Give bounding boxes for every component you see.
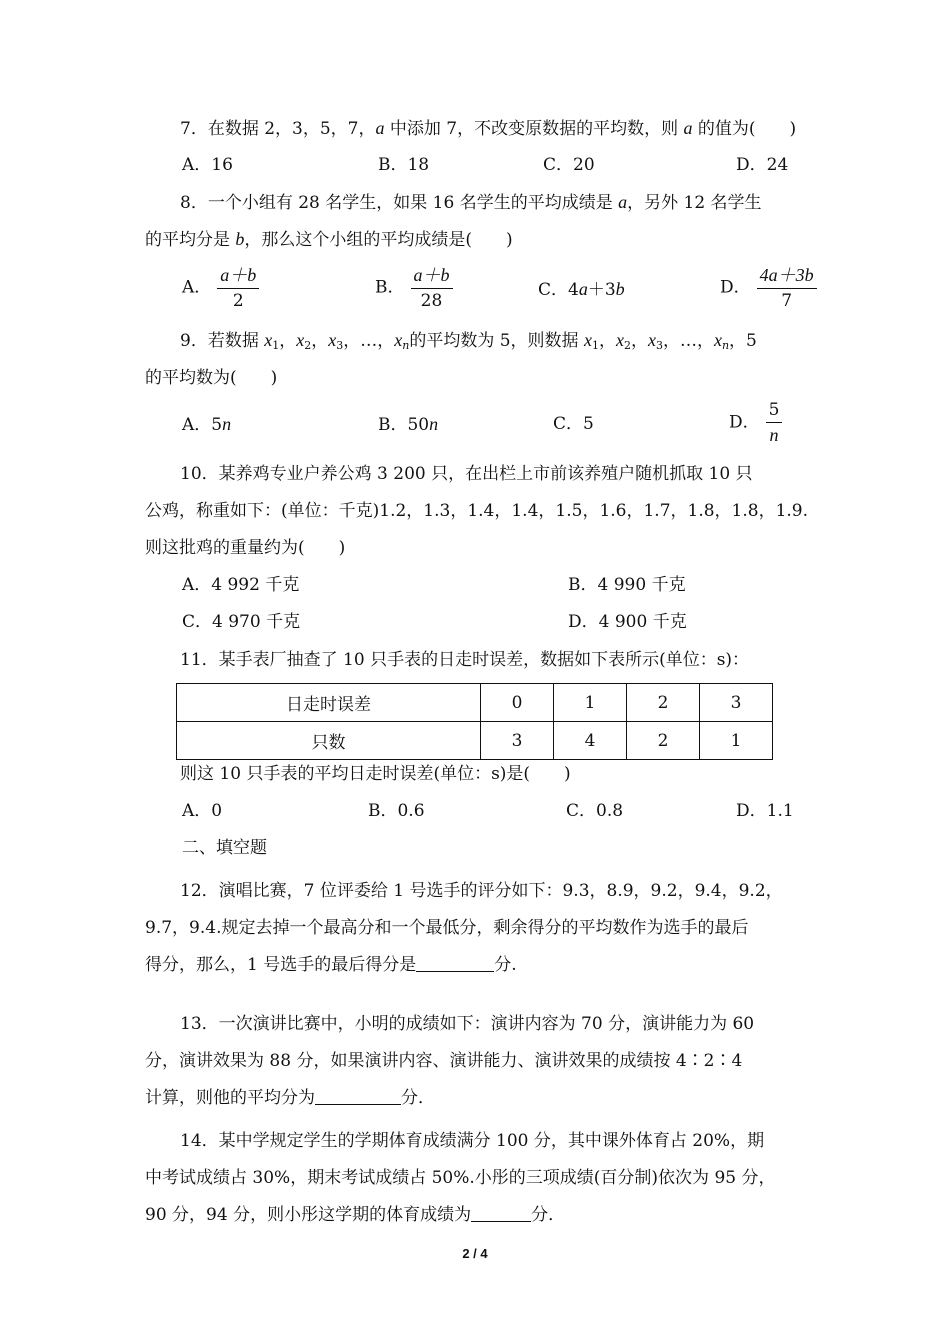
table-cell: 0 bbox=[481, 684, 554, 722]
q10-stem-line1: 10．某养鸡专业户养公鸡 3 200 只，在出栏上市前该养殖户随机抓取 10 只 bbox=[180, 464, 753, 484]
section-heading: 二、填空题 bbox=[182, 838, 267, 858]
page-number: 2 / 4 bbox=[462, 1246, 488, 1261]
q13-stem-line3: 计算，则他的平均分为 分． bbox=[145, 1088, 435, 1108]
q10-option-b: B．4 990 千克 bbox=[568, 575, 686, 595]
fraction: $\frac{a+b}{28}$ bbox=[411, 265, 453, 311]
q10-option-c: C．4 970 千克 bbox=[182, 612, 301, 632]
q11-option-c: C．0.8 bbox=[566, 801, 624, 821]
fraction: $\frac{4a+3b}{7}$ bbox=[757, 265, 817, 311]
q8-option-b: B． $\frac{a+b}{28}$ bbox=[375, 265, 453, 311]
q8-option-c: C．4a＋3b bbox=[538, 279, 625, 300]
table-cell: 4 bbox=[554, 722, 627, 760]
error-table bbox=[176, 683, 773, 760]
q14-stem-line1: 14．某中学规定学生的学期体育成绩满分 100 分，其中课外体育占 20%，期 bbox=[180, 1131, 765, 1151]
q10-option-a: A．4 992 千克 bbox=[182, 575, 300, 595]
table-cell: 3 bbox=[481, 722, 554, 760]
table-cell: 3 bbox=[700, 684, 773, 722]
q12-stem-line3: 得分，那么，1 号选手的最后得分是 分. bbox=[145, 955, 517, 975]
q11-stem-line2: 则这 10 只手表的平均日走时误差(单位：s)是( ) bbox=[180, 764, 571, 784]
table-row bbox=[177, 722, 773, 760]
q9-option-d: D． $\frac{5}{n}$ bbox=[729, 400, 782, 446]
table-cell: 1 bbox=[554, 684, 627, 722]
q9-stem-line1: 9．若数据 $x_1$，$x_2$，$x_3$，…，$x_n$的平均数为 5，则数据 $x_1$，$x_2$，$x_3$，…，$x_n$，5 bbox=[180, 330, 757, 352]
q14-stem-line2: 中考试成绩占 30%，期末考试成绩占 50%.小彤的三项成绩(百分制)依次为 95 分， bbox=[145, 1168, 776, 1188]
q10-stem-line2: 公鸡，称重如下：(单位：千克)1.2，1.3，1.4，1.4，1.5，1.6，1.7，1.8，1.8，1.9. bbox=[145, 501, 809, 521]
q13-stem-line2: 分，演讲效果为 88 分，如果演讲内容、演讲能力、演讲效果的成绩按 4∶2∶4 bbox=[145, 1051, 743, 1071]
q7-option-a: A．16 bbox=[182, 155, 233, 175]
answer-blank[interactable] bbox=[416, 953, 494, 972]
q7-option-c: C．20 bbox=[543, 155, 595, 175]
table-cell: 只数 bbox=[177, 722, 481, 760]
q8-option-a: A． $\frac{a+b}{2}$ bbox=[182, 265, 259, 311]
table-cell: 2 bbox=[627, 684, 700, 722]
q9-option-a: A．5n bbox=[182, 414, 232, 435]
q10-option-d: D．4 900 千克 bbox=[568, 612, 687, 632]
q8-option-d: D． $\frac{4a+3b}{7}$ bbox=[720, 265, 817, 311]
q14-stem-line3: 90 分，94 分，则小彤这学期的体育成绩为 分． bbox=[145, 1205, 566, 1225]
q11-option-d: D．1.1 bbox=[736, 801, 794, 821]
q7-stem: 7．在数据 2，3，5，7，a 中添加 7，不改变原数据的平均数，则 a 的值为( ) bbox=[180, 118, 797, 139]
q12-stem-line2: 9.7，9.4.规定去掉一个最高分和一个最低分，剩余得分的平均数作为选手的最后 bbox=[145, 918, 749, 938]
q11-stem-line1: 11．某手表厂抽查了 10 只手表的日走时误差，数据如下表所示(单位：s)： bbox=[180, 650, 750, 670]
q7-option-d: D．24 bbox=[736, 155, 789, 175]
answer-blank[interactable] bbox=[315, 1086, 401, 1105]
answer-blank[interactable] bbox=[471, 1203, 531, 1222]
q9-option-b: B．50n bbox=[378, 414, 439, 435]
q11-option-a: A．0 bbox=[182, 801, 223, 821]
q11-option-b: B．0.6 bbox=[368, 801, 425, 821]
table-cell: 1 bbox=[700, 722, 773, 760]
q10-stem-line3: 则这批鸡的重量约为( ) bbox=[145, 538, 346, 558]
q8-stem-line1: 8．一个小组有 28 名学生，如果 16 名学生的平均成绩是 a，另外 12 名学生 bbox=[180, 192, 762, 213]
q12-stem-line1: 12．演唱比赛，7 位评委给 1 号选手的评分如下：9.3，8.9，9.2，9.4，9.2， bbox=[180, 881, 783, 901]
table-row bbox=[177, 684, 773, 722]
q9-stem-line2: 的平均数为( ) bbox=[145, 368, 278, 388]
fraction: $\frac{a+b}{2}$ bbox=[217, 265, 259, 311]
q13-stem-line1: 13．一次演讲比赛中，小明的成绩如下：演讲内容为 70 分，演讲能力为 60 bbox=[180, 1014, 755, 1034]
q9-option-c: C．5 bbox=[553, 414, 594, 434]
table-cell: 2 bbox=[627, 722, 700, 760]
fraction: $\frac{5}{n}$ bbox=[766, 400, 783, 446]
table-cell: 日走时误差 bbox=[177, 684, 481, 722]
q8-stem-line2: 的平均分是 b，那么这个小组的平均成绩是( ) bbox=[145, 229, 513, 250]
q7-option-b: B．18 bbox=[378, 155, 430, 175]
